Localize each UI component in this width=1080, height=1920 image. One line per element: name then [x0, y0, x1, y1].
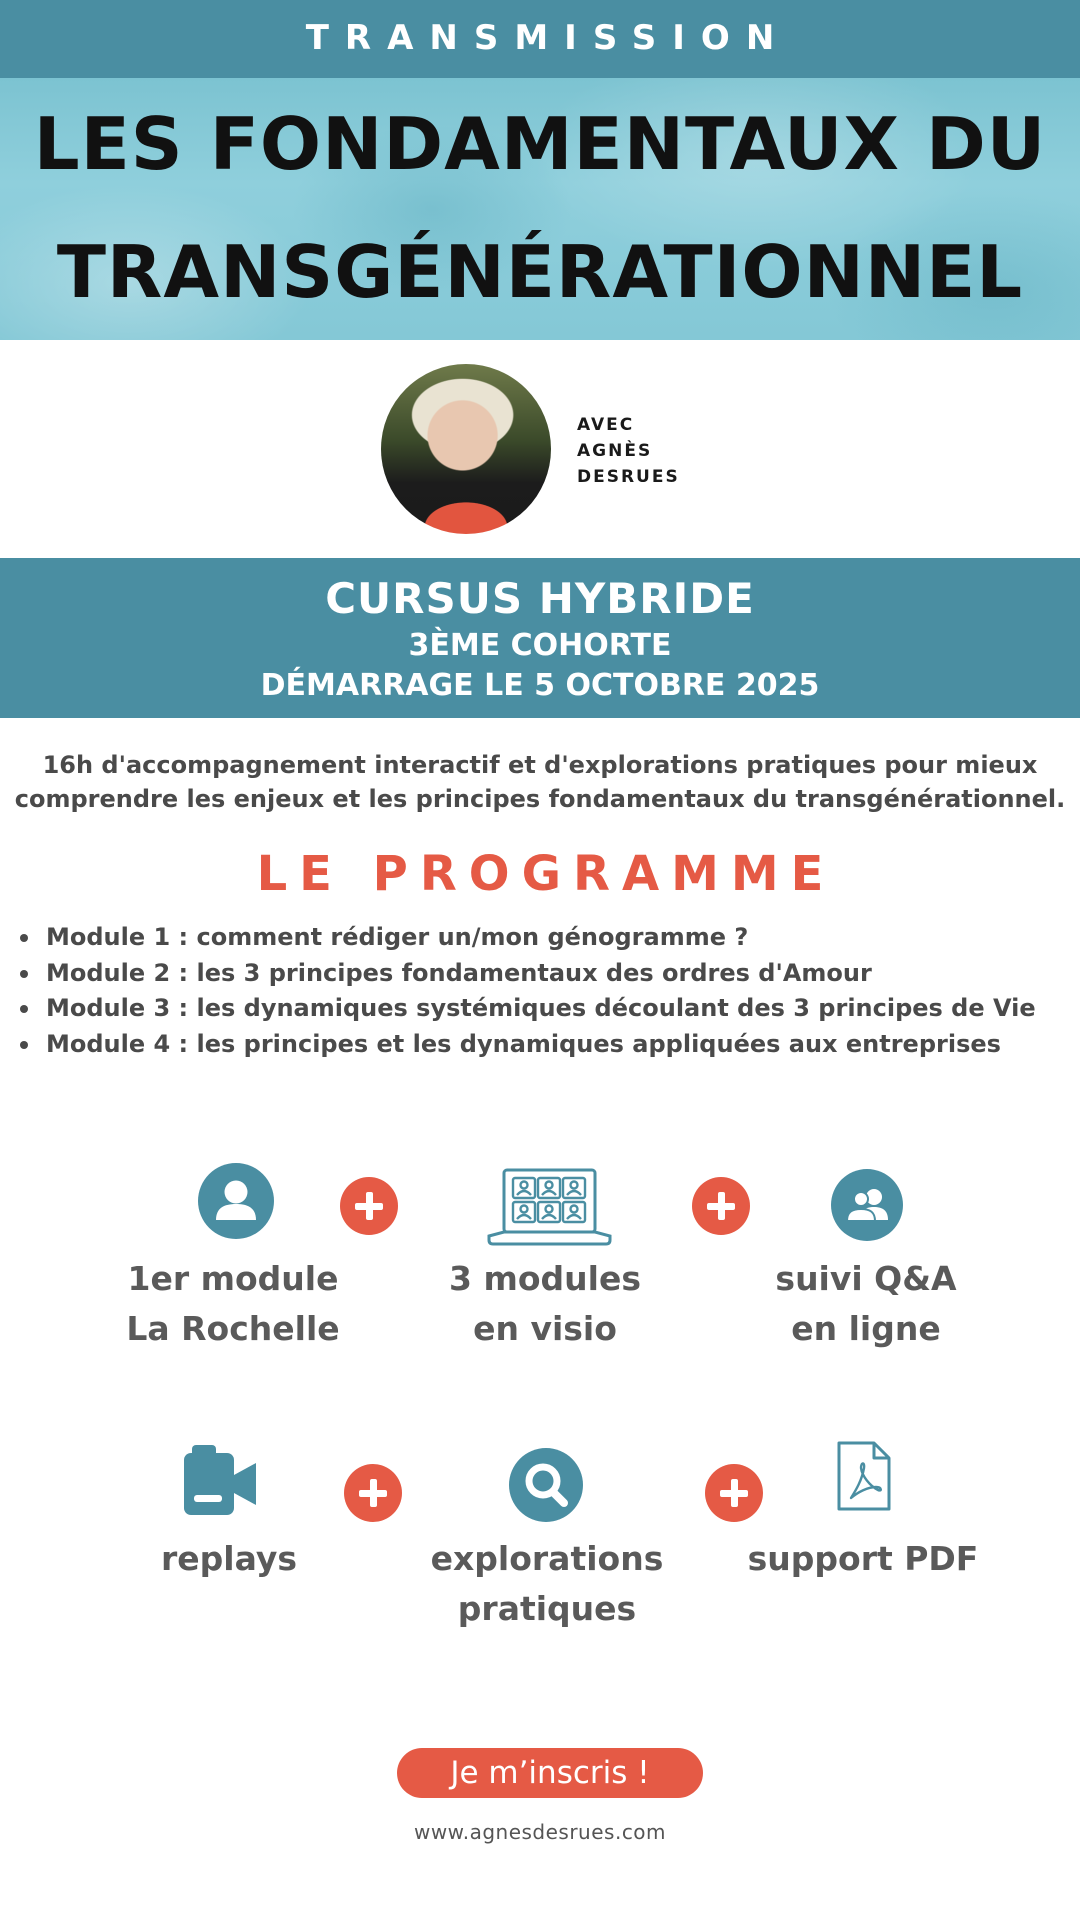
- feature-replays: [109, 1534, 349, 1584]
- users-icon: [830, 1168, 904, 1242]
- feature-label: suivi Q&A: [775, 1259, 957, 1298]
- video-camera-icon: [182, 1445, 258, 1517]
- kicker-text: TRANSMISSION: [305, 18, 791, 58]
- plus-icon: [340, 1177, 398, 1235]
- pdf-file-icon: [836, 1440, 892, 1512]
- presenter-photo: [381, 364, 551, 534]
- feature-label: 3 modules: [449, 1259, 641, 1298]
- hero-title-line-2: TRANSGÉNÉRATIONNEL: [56, 230, 1024, 314]
- presenter-name-line: AVEC: [577, 415, 635, 435]
- presenter-name: [577, 412, 680, 490]
- list-item: Module 3 : les dynamiques systémiques découlant des 3 principes de Vie: [20, 991, 1036, 1027]
- presenter-name-line: DESRUES: [577, 467, 680, 487]
- person-icon: [197, 1162, 275, 1240]
- plus-icon: [705, 1464, 763, 1522]
- cursus-title: CURSUS HYBRIDE: [325, 574, 755, 623]
- feature-onsite: [113, 1254, 353, 1354]
- cursus-cohort: 3ÈME COHORTE: [408, 628, 672, 663]
- feature-pdf: [722, 1534, 1004, 1584]
- presenter-name-line: AGNÈS: [577, 441, 653, 461]
- feature-explorations: [397, 1534, 697, 1634]
- feature-label: pratiques: [457, 1589, 637, 1628]
- feature-label: replays: [161, 1539, 297, 1578]
- intro-text: 16h d'accompagnement interactif et d'explorations pratiques pour mieux comprendre les enjeux et les principes fondamentaux du transgénérationnel.: [14, 751, 1066, 813]
- programme-title: LE PROGRAMME: [256, 846, 836, 902]
- plus-icon: [692, 1177, 750, 1235]
- list-item: Module 2 : les 3 principes fondamentaux des ordres d'Amour: [20, 956, 1036, 992]
- feature-qa: [746, 1254, 986, 1354]
- feature-label: 1er module: [127, 1259, 339, 1298]
- presenter-section: [0, 340, 1080, 558]
- hero-title-line-1: LES FONDAMENTAUX DU: [33, 102, 1047, 186]
- register-button[interactable]: Je m’inscris !: [397, 1748, 703, 1798]
- feature-label: explorations: [430, 1539, 664, 1578]
- top-banner: [0, 0, 1080, 78]
- search-icon: [508, 1447, 584, 1523]
- list-item: Module 1 : comment rédiger un/mon génogramme ?: [20, 920, 1036, 956]
- feature-visio: [425, 1254, 665, 1354]
- cursus-start-date: DÉMARRAGE LE 5 OCTOBRE 2025: [260, 668, 820, 703]
- feature-label: en visio: [473, 1309, 617, 1348]
- cursus-banner: [0, 558, 1080, 718]
- hero-banner: [0, 78, 1080, 340]
- feature-label: en ligne: [791, 1309, 941, 1348]
- video-conference-laptop-icon: [487, 1168, 612, 1248]
- website-link[interactable]: www.agnesdesrues.com: [413, 1820, 667, 1844]
- module-list: [20, 920, 1036, 1062]
- feature-label: support PDF: [747, 1539, 979, 1578]
- list-item: Module 4 : les principes et les dynamiques appliquées aux entreprises: [20, 1027, 1036, 1063]
- feature-label: La Rochelle: [126, 1309, 340, 1348]
- plus-icon: [344, 1464, 402, 1522]
